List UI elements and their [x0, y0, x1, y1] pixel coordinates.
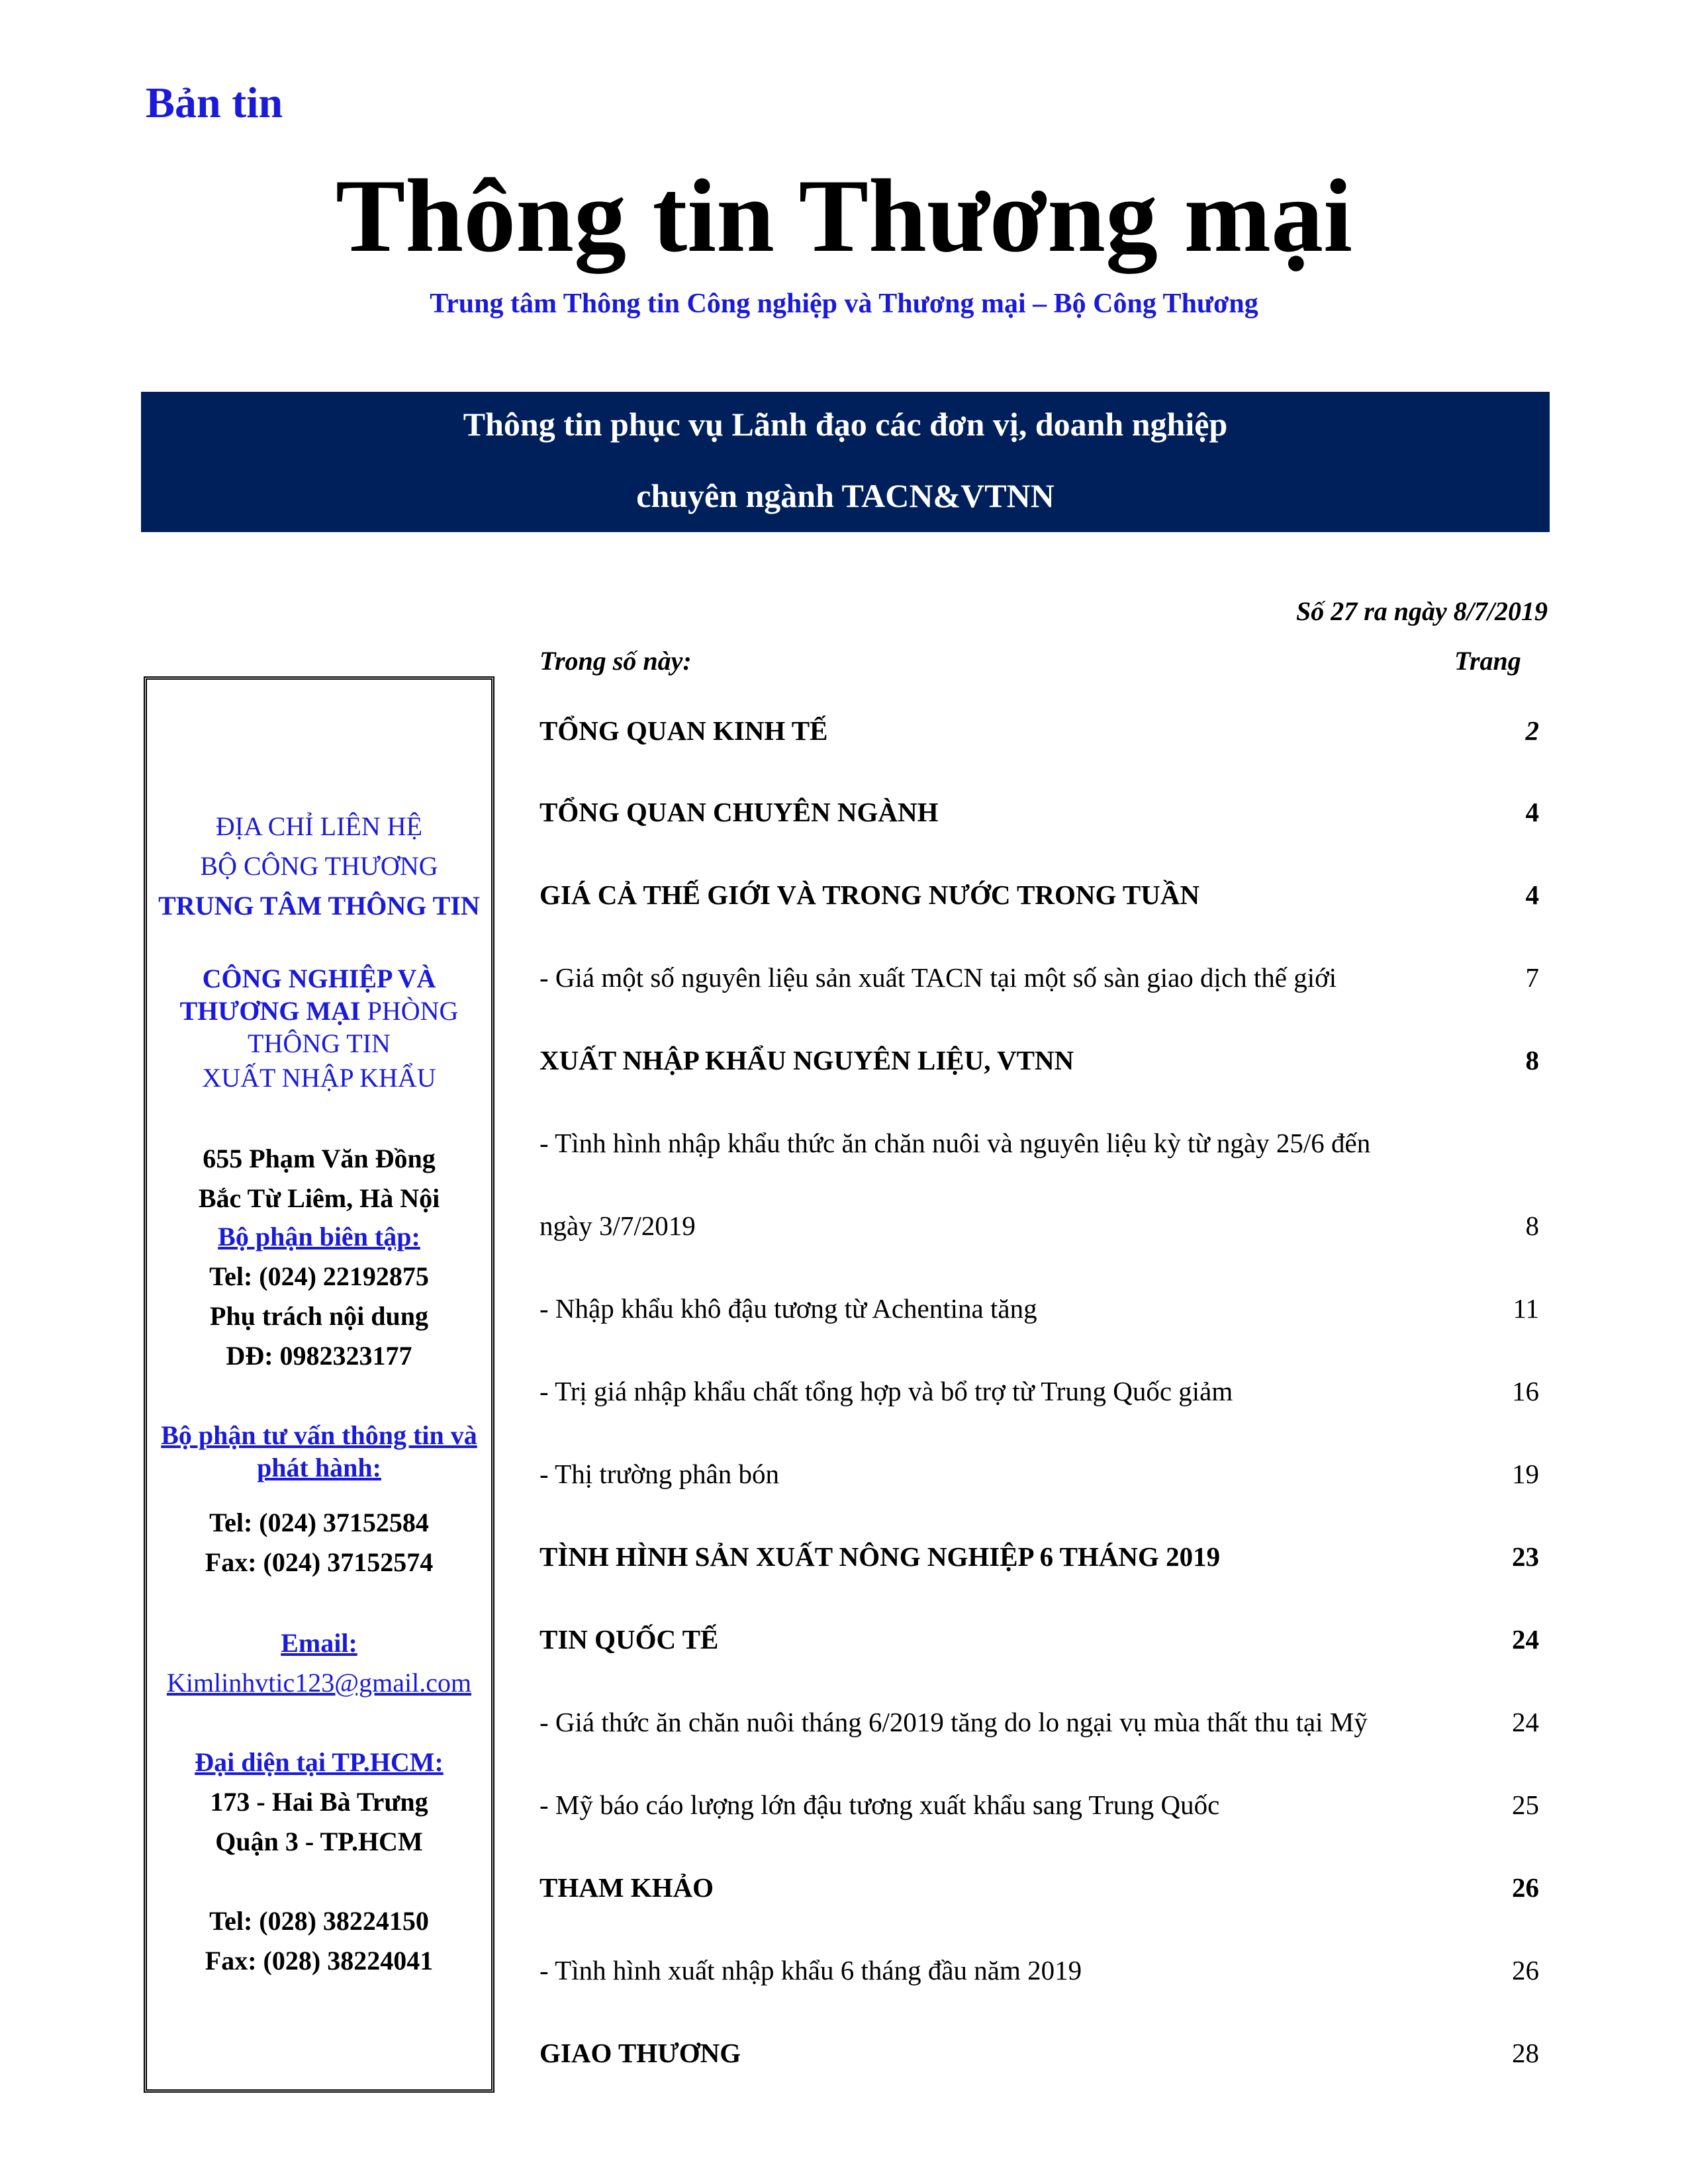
toc-item-title: - Giá thức ăn chăn nuôi tháng 6/2019 tăng do lo ngại vụ mùa thất thu tại Mỹ: [539, 1707, 1368, 1737]
toc-item-page: 19: [1512, 1459, 1539, 1489]
toc-item-page: 24: [1512, 1707, 1539, 1737]
toc-heading: Trong số này:: [539, 646, 692, 676]
toc-item-title: TỔNG QUAN KINH TẾ: [539, 715, 828, 746]
toc-item-page: 26: [1512, 1872, 1539, 1903]
toc-item[interactable]: [539, 962, 1539, 1001]
toc-item[interactable]: [539, 1127, 1539, 1167]
toc-item-title: TỔNG QUAN CHUYÊN NGÀNH: [539, 797, 939, 827]
toc-item-page: 4: [1525, 797, 1539, 827]
toc-item-title: - Giá một số nguyên liệu sản xuất TACN tại một số sàn giao dịch thế giới: [539, 962, 1337, 993]
toc-item[interactable]: [539, 1210, 1539, 1250]
department-line: PHÒNG THÔNG TIN: [248, 995, 459, 1058]
page-title: Thông tin Thương mại: [335, 158, 1353, 274]
editorial-tel: Tel: (024) 22192875: [209, 1261, 429, 1291]
toc-item-page: 11: [1513, 1293, 1539, 1324]
toc-item[interactable]: [539, 2037, 1539, 2077]
toc-item-page: 26: [1512, 1955, 1539, 1985]
organization-name: TRUNG TÂM THÔNG TIN: [158, 891, 480, 921]
toc-item-title: ngày 3/7/2019: [539, 1210, 696, 1241]
toc-item[interactable]: [539, 879, 1539, 919]
content-phone: DĐ: 0982323177: [226, 1341, 412, 1371]
content-label: Phụ trách nội dung: [209, 1301, 429, 1331]
toc-item-page: 4: [1525, 880, 1539, 910]
toc-item-page: 8: [1525, 1045, 1539, 1075]
toc-item-title: TIN QUỐC TẾ: [539, 1624, 719, 1655]
audience-banner: [141, 392, 1550, 532]
advisory-label: Bộ phận tư vấn thông tin và phát hành:: [161, 1420, 477, 1482]
toc-item-page: 25: [1512, 1790, 1539, 1820]
publisher-subtitle: Trung tâm Thông tin Công nghiệp và Thương mại – Bộ Công Thương: [430, 289, 1258, 319]
email-link[interactable]: Kimlinhvtic123@gmail.com: [166, 1668, 472, 1698]
toc-item[interactable]: [539, 1541, 1539, 1580]
toc-item[interactable]: [539, 796, 1539, 836]
toc-item-page: 16: [1512, 1376, 1539, 1406]
toc-item-title: - Mỹ báo cáo lượng lớn đậu tương xuất khẩu sang Trung Quốc: [539, 1790, 1220, 1820]
toc-item-title: - Trị giá nhập khẩu chất tổng hợp và bổ trợ từ Trung Quốc giảm: [539, 1376, 1233, 1406]
ministry-label: BỘ CÔNG THƯƠNG: [200, 851, 438, 881]
hcm-fax: Fax: (028) 38224041: [205, 1946, 434, 1976]
toc-item[interactable]: [539, 1789, 1539, 1829]
toc-item-title: - Nhập khẩu khô đậu tương từ Achentina tăng: [539, 1293, 1037, 1324]
toc-item[interactable]: [539, 1706, 1539, 1746]
toc-item[interactable]: [539, 1872, 1539, 1911]
toc-item[interactable]: [539, 1375, 1539, 1415]
toc-item-page: 23: [1512, 1541, 1539, 1572]
toc-item-title: TÌNH HÌNH SẢN XUẤT NÔNG NGHIỆP 6 THÁNG 2019: [539, 1541, 1221, 1572]
organization-name-cont: CÔNG NGHIỆP VÀ THƯƠNG MẠI: [179, 964, 436, 1026]
hcm-office-label: Đại diện tại TP.HCM:: [195, 1747, 444, 1777]
toc-page-heading: Trang: [1454, 646, 1521, 676]
toc-item[interactable]: [539, 1954, 1539, 1994]
email-label: Email:: [281, 1628, 357, 1658]
advisory-fax: Fax: (024) 37152574: [205, 1547, 434, 1577]
toc-item-page: 7: [1525, 962, 1539, 993]
address-line-2: Bắc Từ Liêm, Hà Nội: [198, 1183, 440, 1213]
address-line-1: 655 Phạm Văn Đồng: [203, 1144, 436, 1173]
contact-label: ĐỊA CHỈ LIÊN HỆ: [215, 811, 423, 841]
toc-item[interactable]: [539, 1623, 1539, 1663]
editorial-label: Bộ phận biên tập:: [218, 1222, 420, 1251]
hcm-address-2: Quận 3 - TP.HCM: [215, 1827, 423, 1856]
bulletin-kicker: Bản tin: [146, 79, 283, 127]
banner-line-2: chuyên ngành TACN&VTNN: [636, 477, 1055, 514]
toc-item-title: GIAO THƯƠNG: [539, 2038, 741, 2068]
toc-item[interactable]: [539, 1458, 1539, 1498]
toc-item-title: - Thị trường phân bón: [539, 1459, 779, 1489]
toc-item-page: 24: [1512, 1624, 1539, 1655]
banner-line-1: Thông tin phục vụ Lãnh đạo các đơn vị, doanh nghiệp: [463, 406, 1228, 443]
toc-item[interactable]: [539, 1044, 1539, 1084]
advisory-tel: Tel: (024) 37152584: [209, 1508, 429, 1537]
hcm-address-1: 173 - Hai Bà Trưng: [210, 1787, 428, 1817]
department-name: [154, 963, 485, 1060]
toc-item[interactable]: [539, 1293, 1539, 1332]
hcm-tel: Tel: (028) 38224150: [209, 1906, 429, 1936]
issue-number-date: Số 27 ra ngày 8/7/2019: [1295, 596, 1548, 626]
contact-box: [144, 676, 494, 2093]
department-name-cont: XUẤT NHẬP KHẨU: [202, 1063, 436, 1093]
toc-item-page: 2: [1525, 715, 1539, 746]
toc-item-title: XUẤT NHẬP KHẨU NGUYÊN LIỆU, VTNN: [539, 1045, 1074, 1075]
toc-item-title: THAM KHẢO: [539, 1872, 714, 1903]
toc-item-title: GIÁ CẢ THẾ GIỚI VÀ TRONG NƯỚC TRONG TUẦN: [539, 880, 1200, 910]
toc-item-title: - Tình hình xuất nhập khẩu 6 tháng đầu năm 2019: [539, 1955, 1082, 1985]
toc-item-page: 28: [1512, 2038, 1539, 2068]
toc-item-title: - Tình hình nhập khẩu thức ăn chăn nuôi và nguyên liệu kỳ từ ngày 25/6 đến: [539, 1128, 1371, 1158]
toc-item[interactable]: [539, 715, 1539, 754]
toc-item-page: 8: [1525, 1210, 1539, 1241]
